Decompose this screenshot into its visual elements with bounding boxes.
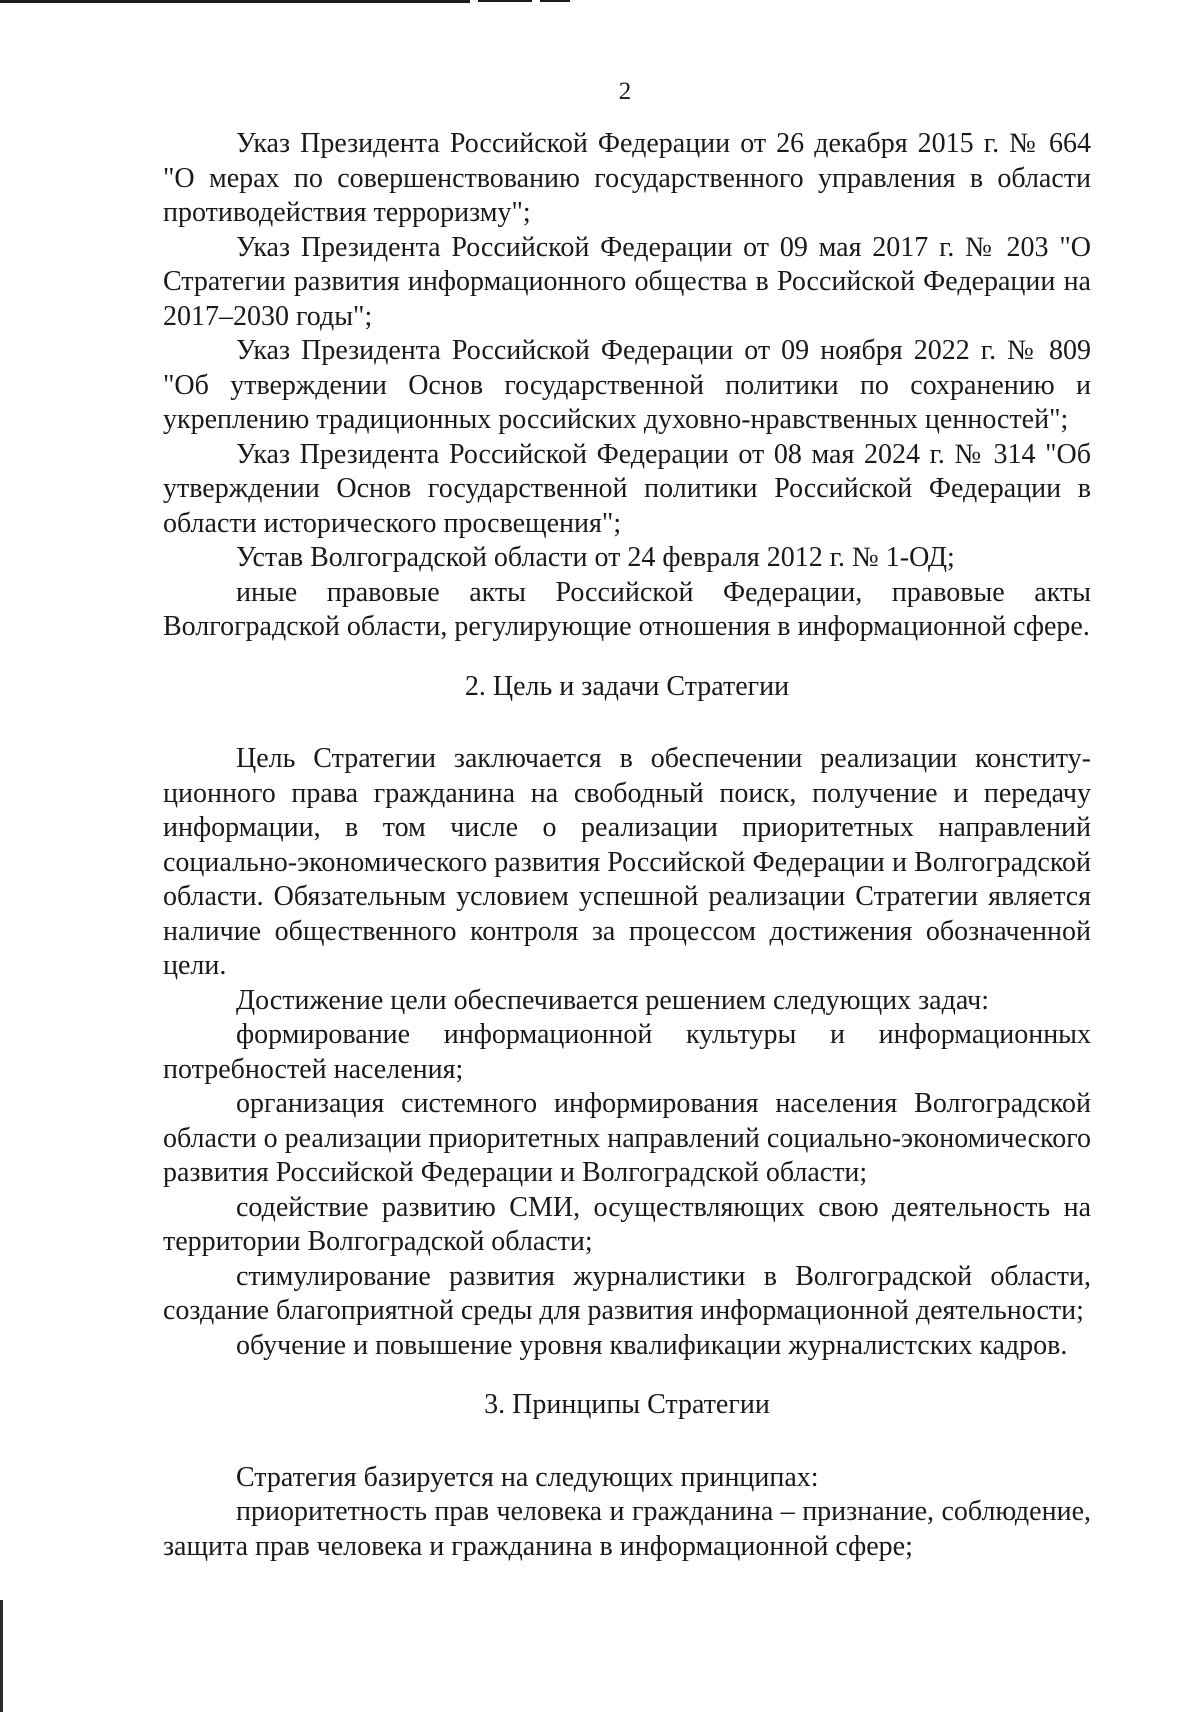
task-item: содействие развитию СМИ, осуществляющих свою деятельность на территории Волгоградской области; xyxy=(163,1191,1091,1257)
section-heading-goals: 2. Цель и задачи Стратегии xyxy=(464,670,790,702)
task-item: формирование информационной культуры и информационных потребностей населения; xyxy=(163,1019,1091,1085)
legal-act-item: Указ Президента Российской Федерации от 08 мая 2024 г. № 314 "Об утверждении Основ государственной политики Российской Федерации в области исторического просвещения"; xyxy=(163,438,1091,539)
principles-intro: Стратегия базируется на следующих принципах: xyxy=(236,1461,819,1493)
document-body xyxy=(163,127,1091,1564)
task-item: обучение и повышение уровня квалификации журналистских кадров. xyxy=(236,1329,1068,1361)
legal-act-item: Указ Президента Российской Федерации от 09 мая 2017 г. № 203 "О Стратегии развития информационного общества в Российской Федерации на 2017–2030 годы"; xyxy=(163,231,1091,332)
task-item: стимулирование развития журналистики в Волгоградской области, создание благоприятной среды для развития информационной деятельности; xyxy=(163,1260,1091,1326)
principle-item: приоритетность прав человека и гражданина – признание, соблюдение, защита прав человека и гражданина в информационной сфере; xyxy=(163,1496,1091,1562)
legal-act-item: Указ Президента Российской Федерации от 09 ноября 2022 г. № 809 "Об утверждении Основ государственной политики по сохранению и укреплению традиционных российских духовно-нравственных ценностей"; xyxy=(163,335,1091,435)
task-item: организация системного информирования населения Волгоградской области о реализации приоритетных направлений социально-экономического развития Российской Федерации и Волгоградской области; xyxy=(163,1088,1091,1188)
scan-edge-line xyxy=(478,0,532,2)
legal-act-item: Устав Волгоградской области от 24 февраля 2012 г. № 1-ОД; xyxy=(236,542,955,573)
goal-paragraph: Цель Стратегии заключается в обеспечении реализации конституционного права гражданина на свободный поиск, получение и передачу информации, в том числе о реализации приоритетных направлений социально-экономического развития Российской Федерации и Волгоградской области. Обязательным условием успешной реализации Стратегии является наличие общественного контроля за процессом достижения обозначенной цели. xyxy=(163,743,1091,981)
scan-left-edge xyxy=(0,1600,3,1712)
section-heading-principles: 3. Принципы Стратегии xyxy=(484,1389,770,1420)
legal-act-item: иные правовые акты Российской Федерации, правовые акты Волгоградской области, регулирующие отношения в информационной сфере. xyxy=(163,576,1091,642)
scan-edge-line xyxy=(0,0,470,3)
scan-edge-line xyxy=(540,0,570,2)
page-number: 2 xyxy=(618,78,632,105)
legal-act-item: Указ Президента Российской Федерации от 26 декабря 2015 г. № 664 "О мерах по совершенствованию государственного управления в области противодействия терроризму"; xyxy=(163,128,1091,228)
tasks-intro: Достижение цели обеспечивается решением следующих задач: xyxy=(236,984,990,1016)
